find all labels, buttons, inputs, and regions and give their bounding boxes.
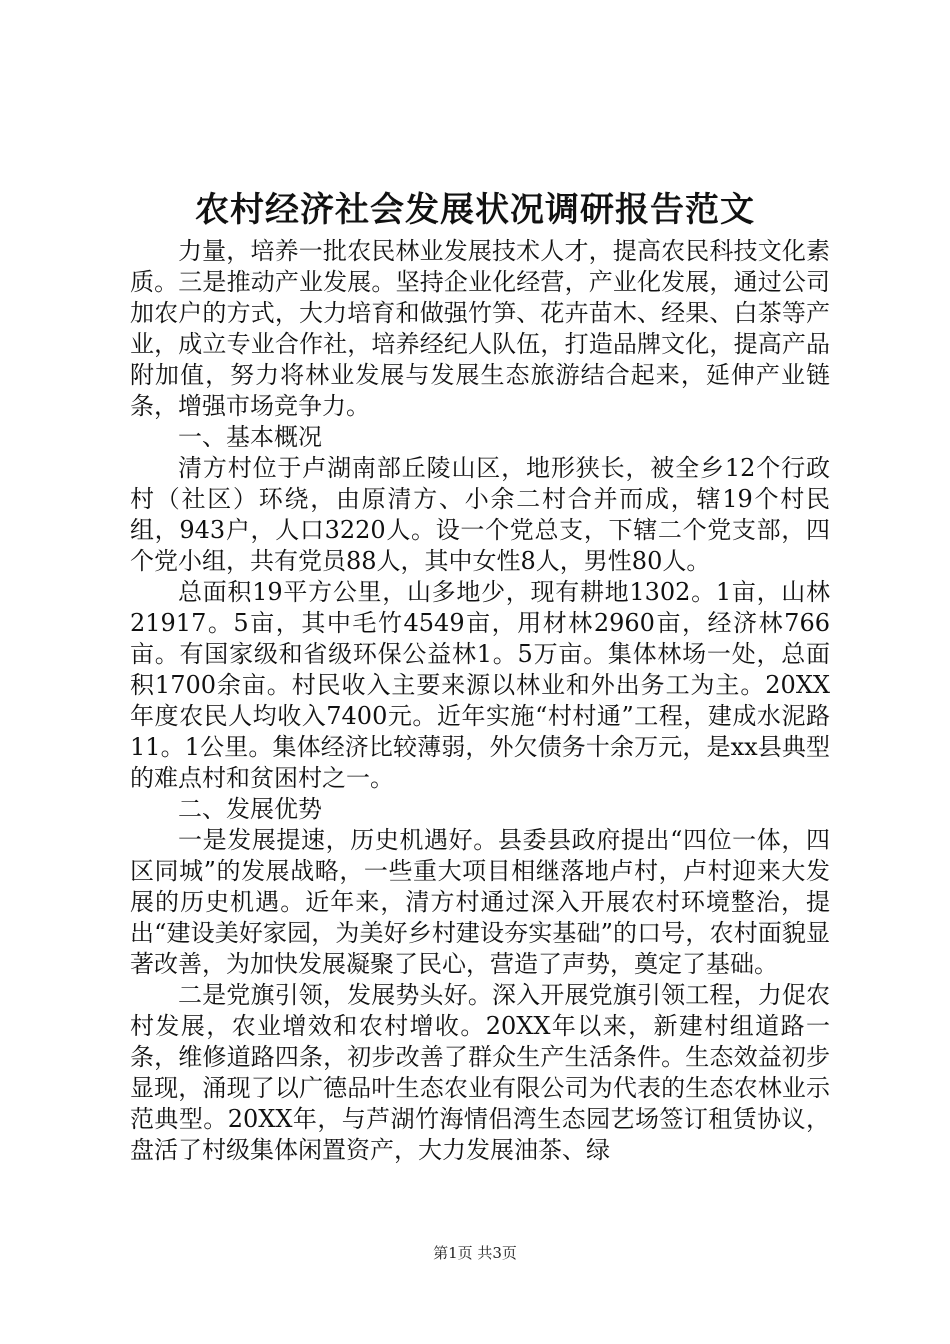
- body-paragraph: 二是党旗引领，发展势头好。深入开展党旗引领工程，力促农村发展，农业增效和农村增收。20XX年以来，新建村组道路一条，维修道路四条，初步改善了群众生产生活条件。生态效益初步显现，涌现了以广德品叶生态农业有限公司为代表的生态农林业示范典型。20XX年，与芦湖竹海情侣湾生态园艺场签订租赁协议，盘活了村级集体闲置资产，大力发展油茶、绿: [130, 981, 830, 1164]
- document-body: [130, 236, 830, 1166]
- body-paragraph: 力量，培养一批农民林业发展技术人才，提高农民科技文化素质。三是推动产业发展。坚持企业化经营，产业化发展，通过公司加农户的方式，大力培育和做强竹笋、花卉苗木、经果、白茶等产业，成立专业合作社，培养经纪人队伍，打造品牌文化，提高产品附加值，努力将林业发展与发展生态旅游结合起来，延伸产业链条，增强市场竞争力。: [130, 237, 830, 420]
- body-paragraph: 清方村位于卢湖南部丘陵山区，地形狭长，被全乡12个行政村（社区）环绕，由原清方、小余二村合并而成，辖19个村民组，943户，人口3220人。设一个党总支，下辖二个党支部，四个党小组，共有党员88人，其中女性8人，男性80人。: [130, 454, 830, 575]
- section-heading: 二、发展优势: [178, 795, 322, 823]
- body-paragraph: 总面积19平方公里，山多地少，现有耕地1302。1亩，山林21917。5亩，其中毛竹4549亩，用材林2960亩，经济林766亩。有国家级和省级环保公益林1。5万亩。集体林场一处，总面积1700余亩。村民收入主要来源以林业和外出务工为主。20XX年度农民人均收入7400元。近年实施“村村通”工程，建成水泥路11。1公里。集体经济比较薄弱，外欠债务十余万元，是xx县典型的难点村和贫困村之一。: [130, 578, 830, 792]
- body-paragraph: 一是发展提速，历史机遇好。县委县政府提出“四位一体，四区同城”的发展战略，一些重大项目相继落地卢村，卢村迎来大发展的历史机遇。近年来，清方村通过深入开展农村环境整治，提出“建设美好家园，为美好乡村建设夯实基础”的口号，农村面貌显著改善，为加快发展凝聚了民心，营造了声势，奠定了基础。: [130, 826, 830, 978]
- section-heading: 一、基本概况: [178, 423, 322, 451]
- document-title: 农村经济社会发展状况调研报告范文: [195, 190, 755, 230]
- page-footer: 第1页 共3页: [433, 1244, 517, 1262]
